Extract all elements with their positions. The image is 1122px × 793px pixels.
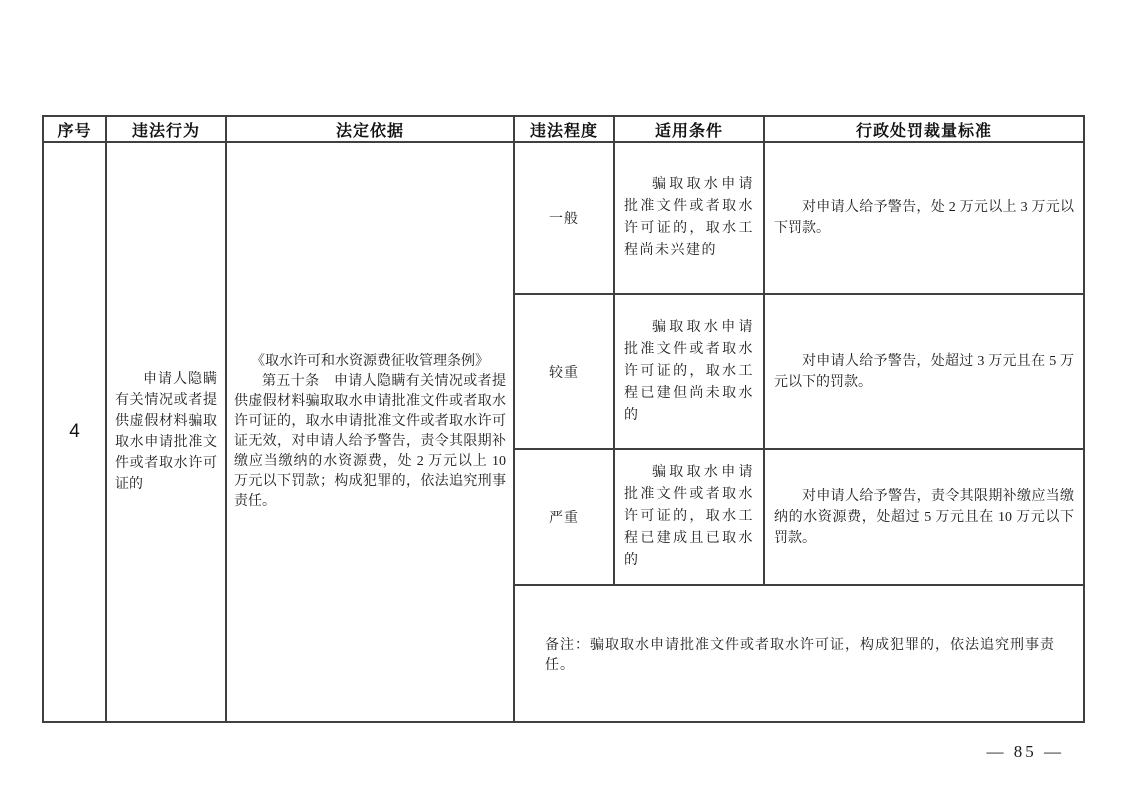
header-illegal-act: 违法行为 <box>106 116 226 142</box>
legal-basis-body: 第五十条 申请人隐瞒有关情况或者提供虚假材料骗取取水申请批准文件或者取水许可证的，取水申请批准文件或者取水许可证无效，对申请人给予警告，责令其限期补缴应当缴纳的水资源费，处 2 万元以上 10 万元以下罚款；构成犯罪的，依法追究刑事责任。 <box>234 374 506 509</box>
penalty-text: 对申请人给予警告，责令其限期补缴应当缴纳的水资源费，处超过 5 万元且在 10 万元以下罚款。 <box>774 488 1074 546</box>
cell-penalty-general <box>764 142 1084 294</box>
cell-penalty-severe <box>764 449 1084 585</box>
cell-legal-basis <box>226 142 514 722</box>
cell-penalty-moderate <box>764 294 1084 449</box>
header-serial-number: 序号 <box>43 116 106 142</box>
header-applicable-conditions: 适用条件 <box>614 116 764 142</box>
header-penalty-standard: 行政处罚裁量标准 <box>764 116 1084 142</box>
degree-label: 一般 <box>549 212 579 227</box>
penalty-text: 对申请人给予警告，处 2 万元以上 3 万元以下罚款。 <box>774 200 1074 236</box>
severity-row-general <box>43 142 1084 294</box>
cell-condition-severe <box>614 449 764 585</box>
cell-condition-general <box>614 142 764 294</box>
cell-degree-general <box>514 142 614 294</box>
penalty-standards-table <box>42 115 1085 723</box>
cell-degree-moderate <box>514 294 614 449</box>
page-number: — 85 — <box>986 742 1064 761</box>
cell-condition-moderate <box>614 294 764 449</box>
cell-remark <box>514 585 1084 722</box>
cell-serial-number <box>43 142 106 722</box>
degree-label: 严重 <box>549 511 579 526</box>
serial-number-value: 4 <box>69 421 80 442</box>
header-violation-degree: 违法程度 <box>514 116 614 142</box>
header-legal-basis: 法定依据 <box>226 116 514 142</box>
cell-illegal-act <box>106 142 226 722</box>
condition-text: 骗取取水申请批准文件或者取水许可证的，取水工程已建成且已取水的 <box>624 465 754 568</box>
cell-degree-severe <box>514 449 614 585</box>
penalty-text: 对申请人给予警告，处超过 3 万元且在 5 万元以下的罚款。 <box>774 353 1074 390</box>
degree-label: 较重 <box>549 365 579 381</box>
legal-basis-block <box>227 352 513 512</box>
legal-basis-title: 《取水许可和水资源费征收管理条例》 <box>251 354 489 369</box>
condition-text: 骗取取水申请批准文件或者取水许可证的，取水工程已建但尚未取水的 <box>624 319 754 423</box>
table-header-row <box>43 116 1084 142</box>
illegal-act-text: 申请人隐瞒有关情况或者提供虚假材料骗取取水申请批准文件或者取水许可证的 <box>115 372 217 492</box>
remark-text: 备注：骗取取水申请批准文件或者取水许可证，构成犯罪的，依法追究刑事责任。 <box>545 637 1055 673</box>
condition-text: 骗取取水申请批准文件或者取水许可证的，取水工程尚未兴建的 <box>624 177 754 258</box>
